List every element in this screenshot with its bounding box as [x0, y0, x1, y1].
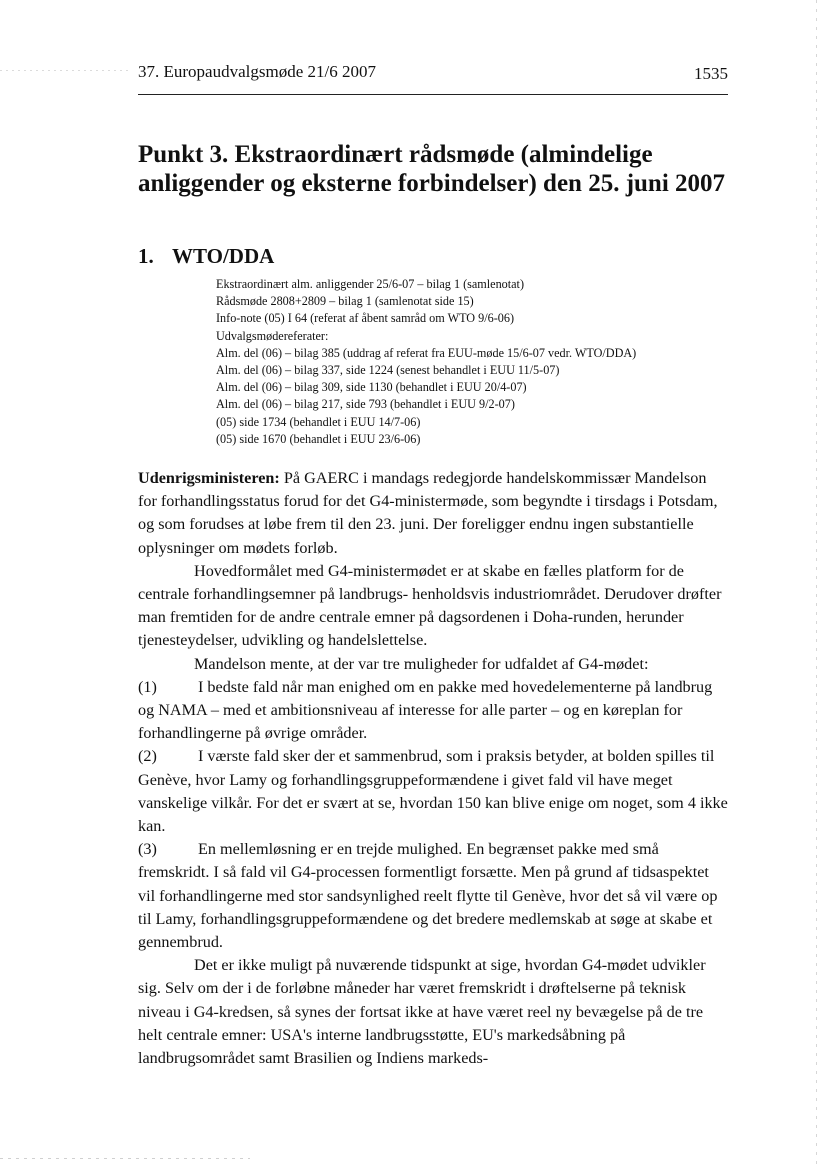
page-number: 1535 — [694, 64, 728, 83]
scan-artifact-top — [0, 70, 130, 71]
page-title: Punkt 3. Ekstraordinært rådsmøde (almindelige anliggender og eksterne forbindelser) den 25. juni 2007 — [138, 141, 726, 197]
scan-artifact-bottom — [0, 1158, 250, 1159]
section-number: 1. — [138, 244, 154, 268]
reference-item: Rådsmøde 2808+2809 – bilag 1 (samlenotat side 15) — [216, 294, 474, 309]
paragraph: Det er ikke muligt på nuværende tidspunkt at sige, hvordan G4-mødet udvikler sig. Selv om der i de forløbne måneder har været fremskridt i drøftelserne på teknisk niveau i G4-kredsen, så synes der fortsat ikke at have været reel ny bevægelse på de tre helt centrale emner: USA's interne landbrugsstøtte, EU's markedsåbning på landbrugsområdet samt Brasilien og Indiens markeds- — [138, 956, 706, 1068]
item-text: I værste fald sker der et sammenbrud, som i praksis betyder, at bolden spilles til Genève, hvor Lamy og forhandlingsgruppeformændene i givet fald vil have meget vanskelige vilkår. For det er svært at se, hvordan 150 kan blive enige om noget, som 4 ikke kan. — [138, 747, 728, 836]
item-text: I bedste fald når man enighed om en pakke med hovedelementerne på landbrug og NAMA – med et ambitionsniveau af interesse for alle parter – og en køreplan for forhandlingerne på øvrige områder. — [138, 677, 713, 743]
speaker-name: Udenrigsministeren: — [138, 469, 280, 487]
section-title: WTO/DDA — [172, 244, 275, 268]
item-marker: (3) — [138, 840, 157, 859]
item-marker: (1) — [138, 677, 157, 696]
reference-item: Ekstraordinært alm. anliggender 25/6-07 – bilag 1 (samlenotat) — [216, 277, 524, 291]
running-header — [138, 60, 728, 95]
paragraph: Mandelson mente, at der var tre muligheder for udfaldet af G4-mødet: — [194, 654, 649, 673]
reference-item: (05) side 1734 (behandlet i EUU 14/7-06) — [216, 414, 421, 429]
reference-item: Alm. del (06) – bilag 217, side 793 (behandlet i EUU 9/2-07) — [216, 397, 515, 412]
numbered-item — [138, 838, 728, 954]
body-text — [138, 467, 728, 1070]
reference-list — [216, 276, 636, 448]
paragraph — [138, 467, 728, 560]
paragraph: Hovedformålet med G4-ministermødet er at skabe en fælles platform for de centrale forhandlingsemner på landbrugs- henholdsvis industriområdet. Derudover drøfter man fremtiden for de andre centrale emner på dagsordenen i Doha-runden, herunder tjenesteydelser, udvikling og handelslettelse. — [138, 561, 722, 650]
paragraph-text: På GAERC i mandags redegjorde handelskommissær Mandelson for forhandlingsstatus forud for det G4-ministermøde, som begyndte i tirsdags i Potsdam, og som forudses at løbe frem til den 23. juni. Der foreligger endnu ingen substantielle oplysninger om mødets forløb. — [138, 469, 718, 557]
running-header-title: 37. Europaudvalgsmøde 21/6 2007 — [138, 62, 376, 81]
numbered-item — [138, 676, 728, 746]
reference-item: (05) side 1670 (behandlet i EUU 23/6-06) — [216, 431, 421, 446]
reference-item: Alm. del (06) – bilag 337, side 1224 (senest behandlet i EUU 11/5-07) — [216, 363, 560, 378]
reference-item: Udvalgsmødereferater: — [216, 328, 329, 343]
item-text: En mellemløsning er en trejde mulighed. En begrænset pakke med små fremskridt. I så fald vil G4-processen formentligt forsætte. Men på grund af tidsaspektet vil forhandlingerne med stor sandsynlighed reelt flytte til Genève, hvor det så vil være op til Lamy, forhandlingsgruppeformændene og det bredere medlemskab at søge at skabe et gennembrud. — [138, 840, 718, 952]
reference-item: Alm. del (06) – bilag 309, side 1130 (behandlet i EUU 20/4-07) — [216, 380, 527, 395]
item-marker: (2) — [138, 747, 157, 766]
scan-artifact-right-edge — [816, 0, 817, 1167]
reference-item: Info-note (05) I 64 (referat af åbent samråd om WTO 9/6-06) — [216, 311, 515, 326]
reference-item: Alm. del (06) – bilag 385 (uddrag af referat fra EUU-møde 15/6-07 vedr. WTO/DDA) — [216, 345, 637, 360]
section-heading — [138, 244, 274, 269]
numbered-item — [138, 745, 728, 838]
